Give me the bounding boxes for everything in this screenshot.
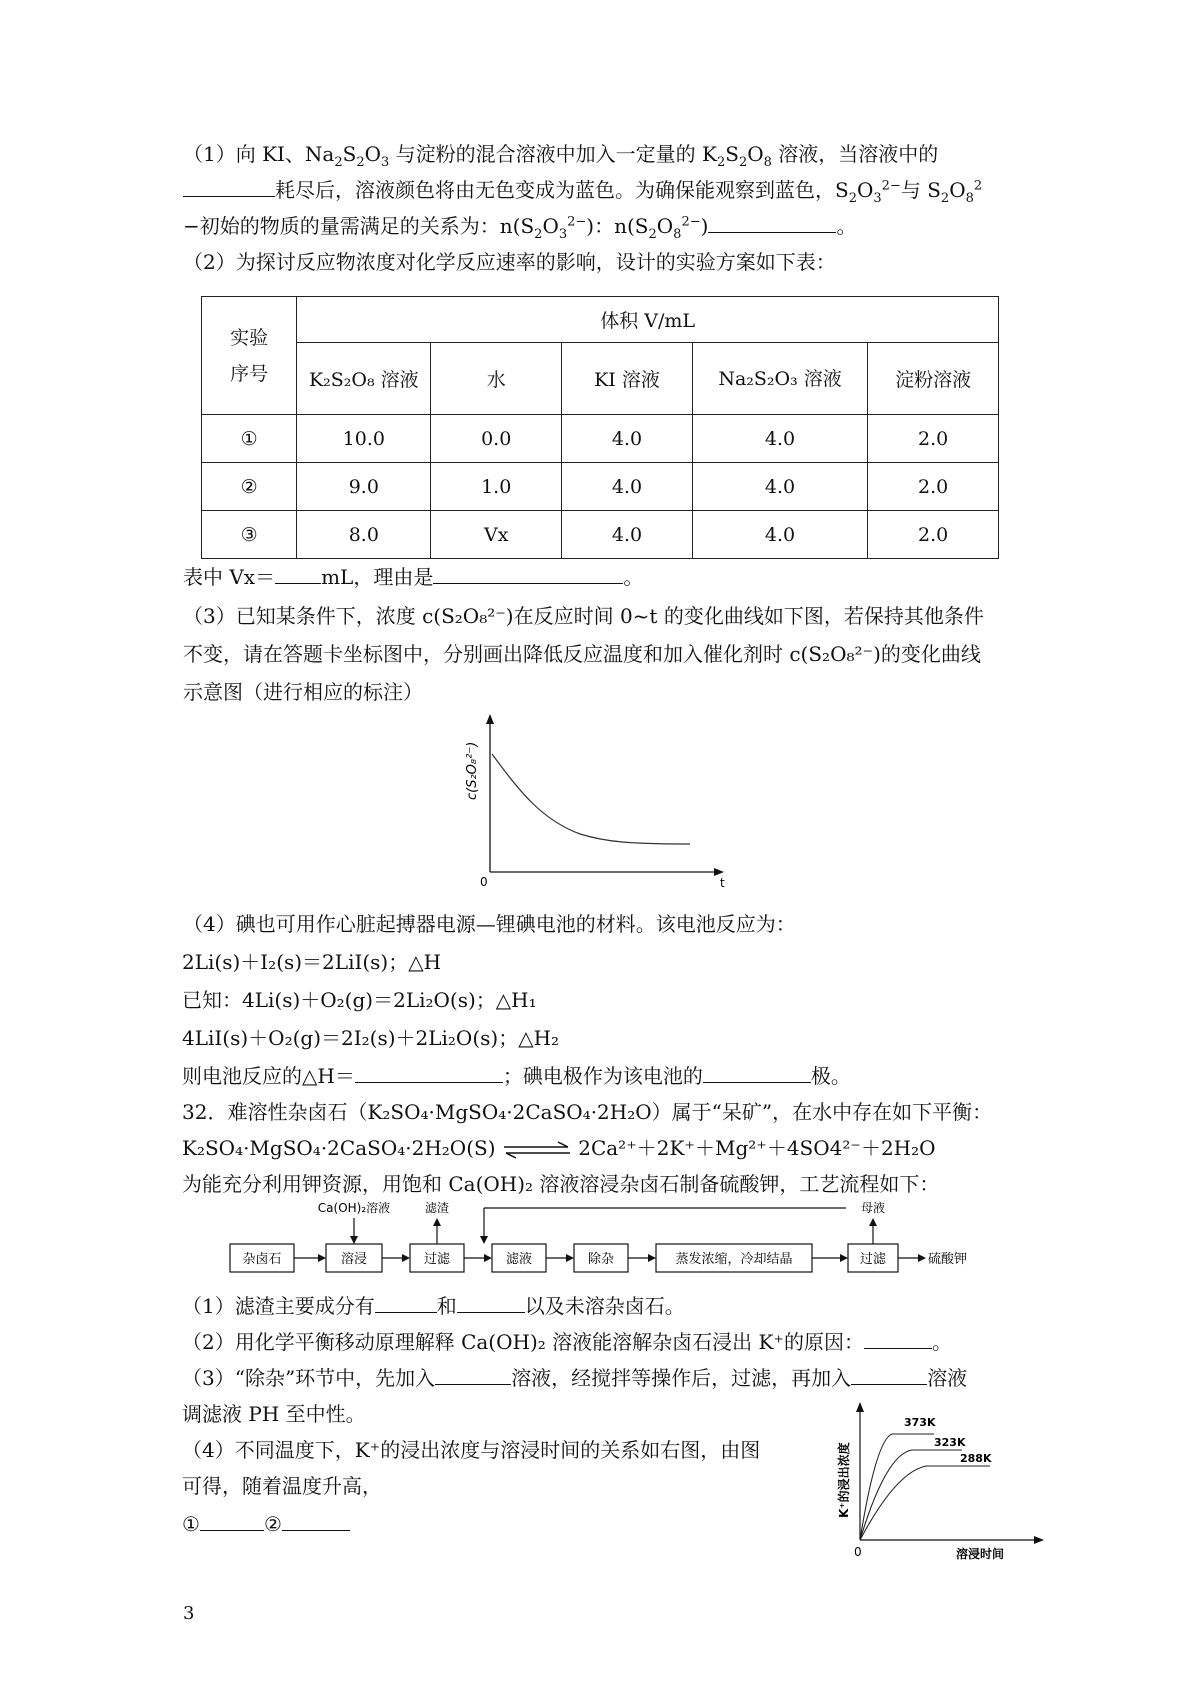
answer-blank[interactable] [375,1292,437,1313]
y-axis-arrow [486,714,494,724]
arrow-icon [648,1254,656,1262]
arrow-icon [318,1254,326,1262]
answer-blank[interactable] [435,1364,511,1385]
answer-blank[interactable] [433,563,623,584]
y-axis-arrow [856,1402,864,1412]
table-cell: 2.0 [868,463,999,511]
leaching-graph [830,1400,1050,1560]
answer-blank[interactable] [275,563,321,584]
arrow-icon [484,1254,492,1262]
answer-blank[interactable] [183,176,275,197]
flow-label: 杂卤石 [242,1252,282,1267]
graph-ylabel: K⁺的浸出浓度 [837,1442,851,1518]
q3-line3: 示意图（进行相应的标注） [183,680,423,704]
answer-blank[interactable] [282,1510,350,1531]
graph-origin: 0 [854,1545,862,1559]
table-cell: 8.0 [297,511,431,559]
answer-blank[interactable] [703,1062,811,1083]
flow-mother-liquor: 母液 [860,1201,886,1215]
q32-line1: 32．难溶性杂卤石（K₂SO₄·MgSO₄·2CaSO₄·2H₂O）属于“呆矿”，在水中存在如下平衡： [182,1100,993,1124]
table-cell: 4.0 [562,463,693,511]
q32-line3: 为能充分利用钾资源，用饱和 Ca(OH)₂ 溶液溶浸杂卤石制备硫酸钾，工艺流程如下： [182,1172,940,1196]
table-cell: 2.0 [868,511,999,559]
table-header-index: 实验 序号 [202,297,297,415]
flow-label: 蒸发浓缩，冷却结晶 [675,1252,793,1267]
q4-line2: 2Li(s)＋I₂(s)＝2LiI(s)；△H [182,950,442,974]
table-header-cell: 水 [431,343,562,415]
table-cell: 4.0 [692,511,867,559]
q32-s2: （2）用化学平衡移动原理解释 Ca(OH)₂ 溶液能溶解杂卤石浸出 K⁺的原因： 。 [182,1330,952,1354]
answer-blank[interactable] [708,212,836,233]
q32-equation: K₂SO₄·MgSO₄·2CaSO₄·2H₂O(S) 2Ca²⁺＋2K⁺＋Mg²⁺＋4SO4²⁻＋2H₂O [182,1136,936,1160]
flow-product: 硫酸钾 [928,1252,968,1267]
arrow-icon [402,1254,410,1262]
table-cell: 4.0 [692,415,867,463]
flow-label: 滤液 [505,1252,533,1267]
q32-s3: （3）“除杂”环节中，先加入 溶液，经搅拌等操作后，过滤，再加入 溶液 [182,1366,968,1390]
q4-line4: 4LiI(s)＋O₂(g)＝2I₂(s)＋2Li₂O(s)；△H₂ [182,1026,560,1050]
arrow-icon [350,1236,358,1244]
table-header-cell: K₂S₂O₈ 溶液 [297,343,431,415]
table-cell: 0.0 [431,415,562,463]
q3-line2: 不变，请在答题卡坐标图中，分别画出降低反应温度和加入催化剂时 c(S₂O₈²⁻)的变化曲线 [183,642,981,666]
process-flowchart [226,1194,986,1284]
table-cell: Vx [431,511,562,559]
answer-blank[interactable] [457,1292,525,1313]
flow-residue: 滤渣 [424,1201,450,1215]
flow-label: 溶浸 [340,1252,368,1267]
q4-line3: 已知：4Li(s)＋O₂(g)＝2Li₂O(s)；△H₁ [182,988,537,1012]
answer-blank[interactable] [200,1510,264,1531]
arrow-icon [566,1254,574,1262]
flow-label: 过滤 [859,1252,887,1267]
graph-ylabel: c(S₂O₈²⁻) [465,741,480,800]
arrow-icon [840,1254,848,1262]
table-cell: ③ [202,511,297,559]
x-axis-arrow [714,868,724,876]
table-header-cell: 淀粉溶液 [868,343,999,415]
table-cell: 10.0 [297,415,431,463]
q32-s3-line2: 调滤液 PH 至中性。 [182,1402,366,1426]
equilibrium-arrow-icon [502,1141,572,1159]
flow-reagent: Ca(OH)₂溶液 [317,1201,391,1215]
series-label: 323K [934,1436,966,1449]
table-cell: 4.0 [562,511,693,559]
curve-323K [860,1450,962,1540]
table-cell: 4.0 [562,415,693,463]
table-row [202,463,999,511]
table-row [202,511,999,559]
table-cell: 4.0 [692,463,867,511]
answer-blank[interactable] [851,1364,927,1385]
arrow-icon [480,1236,488,1244]
graph-xlabel: 溶浸时间 [956,1547,1005,1560]
graph-origin: 0 [480,875,488,889]
table-cell: ① [202,415,297,463]
table-cell: 2.0 [868,415,999,463]
q4-line5: 则电池反应的△H＝ ；碘电极作为该电池的 极。 [182,1064,851,1088]
q1-line3: −初始的物质的量需满足的关系为：$n(S_2O_3^{2-})$：$n(S_2O_8^{2-})$ 。 [183,214,857,242]
answer-blank[interactable] [864,1328,932,1349]
table-cell: 1.0 [431,463,562,511]
table-header-row [202,343,999,415]
x-axis-arrow [1034,1536,1044,1544]
q32-s4-line2: 可得，随着温度升高， [182,1474,382,1498]
series-label: 373K [904,1416,936,1429]
q1-line2: 耗尽后，溶液颜色将由无色变成为蓝色。为确保能观察到蓝色，$S_2O_3^{2-}$与 $S_2O_8^2$ [183,176,982,204]
flow-label: 过滤 [423,1252,451,1267]
arrow-icon [433,1218,441,1226]
flow-label: 除杂 [587,1252,615,1267]
q32-s4-line1: （4）不同温度下，K⁺的浸出浓度与溶浸时间的关系如右图，由图 [182,1438,761,1462]
arrow-icon [869,1218,877,1226]
table-header-volume: 体积 V/mL [297,297,999,343]
answer-blank[interactable] [355,1062,503,1083]
table-header-cell: Na₂S₂O₃ 溶液 [692,343,867,415]
page-number: 3 [183,1603,195,1624]
series-label: 288K [960,1452,992,1465]
table-row [202,415,999,463]
experiment-table [201,296,999,559]
table-cell: 9.0 [297,463,431,511]
table-header-cell: KI 溶液 [562,343,693,415]
q2-intro: （2）为探讨反应物浓度对化学反应速率的影响，设计的实验方案如下表： [183,250,836,274]
table-cell: ② [202,463,297,511]
concentration-curve [492,754,690,844]
q4-line1: （4）碘也可用作心脏起搏器电源—锂碘电池的材料。该电池反应为： [183,912,796,936]
concentration-time-graph [450,710,740,890]
q32-s1: （1）滤渣主要成分有 和 以及未溶杂卤石。 [182,1294,685,1318]
q2-after-table: 表中 Vx＝ mL，理由是 。 [183,565,644,589]
q1-line1: （1）向 KI、$Na_2S_2O_3$ 与淀粉的混合溶液中加入一定量的 $K_2S_2O_8$ 溶液，当溶液中的 [183,142,939,170]
curve-288K [860,1466,990,1540]
q32-s4-answers: ① ② [182,1510,350,1538]
arrow-icon [918,1254,926,1262]
graph-xlabel: t [720,876,725,890]
q3-line1: （3）已知某条件下，浓度 c(S₂O₈²⁻)在反应时间 0~t 的变化曲线如下图，若保持其他条件 [183,604,984,628]
